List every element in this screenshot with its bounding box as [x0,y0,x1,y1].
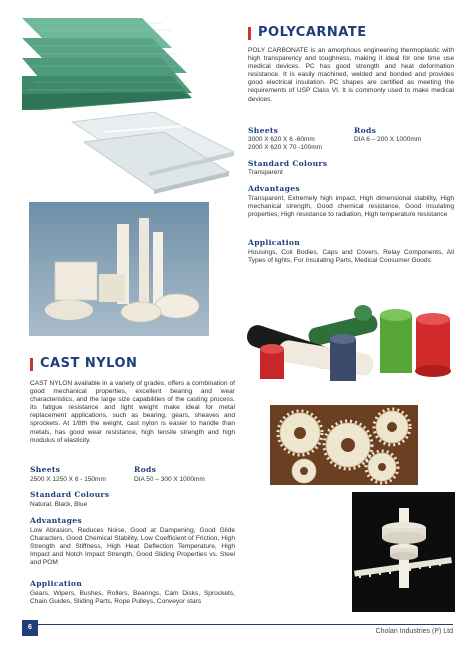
cast-nylon-colours-value: Natural, Black, Blue [30,501,88,508]
nylon-gears-photo [270,405,418,485]
cast-nylon-title-text: CAST NYLON [40,356,138,371]
white-nylon-rods-photo [29,202,209,336]
nylon-gear-shaft-photo [352,492,455,612]
polycarbonate-title-text: POLYCARNATE [258,25,367,40]
polycarbonate-colours-heading: Standard Colours [248,159,328,168]
polycarbonate-sheets-value-1: 3000 X 620 X 6 -60mm [248,136,315,143]
colored-nylon-rods-photo [238,287,454,391]
footer-divider [22,624,453,625]
cast-nylon-advantages-heading: Advantages [30,516,82,525]
polycarbonate-application-text: Housings, Coil Bodies, Caps and Covers, Relay Components, All Types of lights, For Insulating Parts, Medical Consumer Goods [248,249,454,265]
clear-polycarbonate-sheets-photo [64,112,239,194]
cast-nylon-application-text: Gears, Wipers, Bushes, Rollers, Bearings, Cam Disks, Sprockets, Chain Guides, Sliding Parts, Rope Pulleys, Conveyor stars [30,590,235,606]
page-number: 6 [22,620,38,636]
green-polycarbonate-sheets-photo [22,18,192,110]
polycarbonate-application-heading: Application [248,238,301,247]
polycarbonate-rods-heading: Rods [354,126,377,135]
polycarbonate-section-title [248,25,458,41]
cast-nylon-colours-heading: Standard Colours [30,490,110,499]
cast-nylon-sheets-value: 2500 X 1250 X 6 - 150mm [30,476,106,483]
polycarbonate-advantages-heading: Advantages [248,184,300,193]
cast-nylon-advantages-text: Low Abrasion, Reduces Noise, Good at Dampening, Good Glide Characters, Good Chemical Stability, Low Coefficient of Friction, High Strength and Stiffness, High Heat Deflection Temperature, High Impact and Notch Impact Strength, Good Sliding Properties vs. Steel and POM [30,527,235,567]
cast-nylon-sheets-heading: Sheets [30,465,61,474]
cast-nylon-rods-heading: Rods [134,465,157,474]
polycarbonate-description: POLY CARBONATE is an amorphous engineering thermoplastic with high transparency and toughness, making it ideal for one time use medical devices. PC has good strength and heat deformation resistance. It is easily machined, welded and bonded and provides good electrical insulation. PC shapes are certified as meeting the requirements of USP Class VI. It is commonly used to make medical devices. [248,47,454,103]
footer-company-name: Cholan Industries (P) Ltd [375,628,453,635]
polycarbonate-advantages-text: Transparent, Extremely high impact, High dimensional stability, High mechanical strength, Good chemical resistance, Good insulating properties, High resistance to radiation, High temperature resistance [248,195,454,219]
polycarbonate-sheets-value-2: 2000 X 620 X 70 -100mm [248,144,323,151]
polycarbonate-colours-value: Transparent [248,169,283,176]
cast-nylon-application-heading: Application [30,579,83,588]
polycarbonate-sheets-heading: Sheets [248,126,279,135]
cast-nylon-description: CAST NYLON available in a variety of grades, offers a combination of good mechanical properties, excellent bearing and wear characteristics, and the large size capabilities of the casting process. Its fatigue resistance and light weight make ideal for metal replacement applications, such as bearing, gears, sheaves and sprockets. At 1/8th the weight, cast nylon is easier to handle than metals, has good wear resistance, high tensile strength and high modulus of elasticity. [30,380,235,444]
polycarbonate-rods-value: DIA 6 – 200 X 1000mm [354,136,422,143]
cast-nylon-rods-value: DIA 50 – 300 X 1000mm [134,476,205,483]
cast-nylon-section-title [30,356,210,372]
